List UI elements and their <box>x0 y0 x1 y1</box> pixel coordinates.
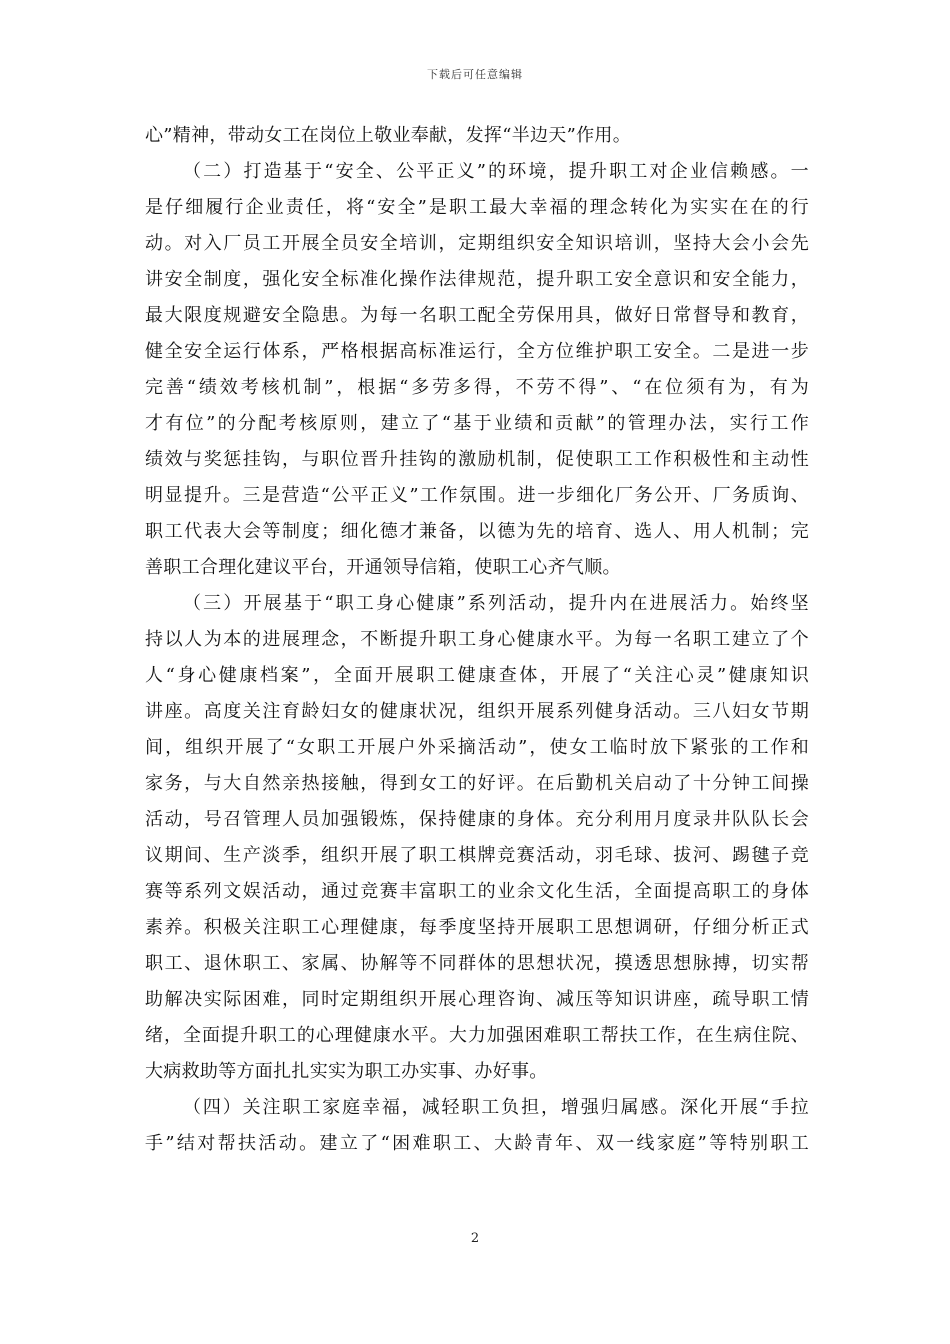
text-line: 间，组织开展了“女职工开展户外采摘活动”，使女工临时放下紧张的工作和 <box>145 737 809 758</box>
text-line: 手”结对帮扶活动。建立了“困难职工、大龄青年、双一线家庭”等特别职工 <box>145 1133 809 1154</box>
text-line: 素养。积极关注职工心理健康，每季度坚持开展职工思想调研，仔细分析正式 <box>145 917 809 938</box>
text-line: 绩效与奖惩挂钩，与职位晋升挂钩的激励机制，促使职工工作积极性和主动性 <box>145 449 809 470</box>
text-line: 赛等系列文娱活动，通过竞赛丰富职工的业余文化生活，全面提高职工的身体 <box>145 881 809 902</box>
text-line: 善职工合理化建议平台，开通领导信箱，使职工心齐气顺。 <box>145 557 621 578</box>
text-line: 完善“绩效考核机制”，根据“多劳多得，不劳不得”、“在位须有为，有为 <box>145 377 809 398</box>
text-line: 明显提升。三是营造“公平正义”工作氛围。进一步细化厂务公开、厂务质询、 <box>145 485 809 506</box>
text-line: 大病救助等方面扎扎实实为职工办实事、办好事。 <box>145 1061 548 1082</box>
page-number: 2 <box>470 1231 480 1246</box>
paragraph-heading-line: （三）开展基于“职工身心健康”系列活动，提升内在进展活力。始终坚 <box>183 593 809 614</box>
paragraph-heading-line: （二）打造基于“安全、公平正义”的环境，提升职工对企业信赖感。一 <box>183 161 809 182</box>
text-line: 是仔细履行企业责任，将“安全”是职工最大幸福的理念转化为实实在在的行 <box>145 197 809 218</box>
text-line: 最大限度规避安全隐患。为每一名职工配全劳保用具，做好日常督导和教育， <box>145 305 809 326</box>
text-line: 职工代表大会等制度；细化德才兼备，以德为先的培育、选人、用人机制；完 <box>145 521 809 542</box>
text-line: 绪，全面提升职工的心理健康水平。大力加强困难职工帮扶工作，在生病住院、 <box>145 1025 809 1046</box>
paragraph-heading-line: （四）关注职工家庭幸福，减轻职工负担，增强归属感。深化开展“手拉 <box>183 1097 809 1118</box>
text-line: 职工、退休职工、家属、协解等不同群体的思想状况，摸透思想脉搏，切实帮 <box>145 953 809 974</box>
text-line: 家务，与大自然亲热接触，得到女工的好评。在后勤机关启动了十分钟工间操 <box>145 773 809 794</box>
text-line: 助解决实际困难，同时定期组织开展心理咨询、减压等知识讲座，疏导职工情 <box>145 989 809 1010</box>
text-line: 才有位”的分配考核原则，建立了“基于业绩和贡献”的管理办法，实行工作 <box>145 413 809 434</box>
text-line: 人“身心健康档案”，全面开展职工健康查体，开展了“关注心灵”健康知识 <box>145 665 809 686</box>
document-body <box>145 118 809 1162</box>
text-line: 讲座。高度关注育龄妇女的健康状况，组织开展系列健身活动。三八妇女节期 <box>145 701 809 722</box>
text-line: 讲安全制度，强化安全标准化操作法律规范，提升职工安全意识和安全能力， <box>145 269 809 290</box>
text-line: 动。对入厂员工开展全员安全培训，定期组织安全知识培训，坚持大会小会先 <box>145 233 809 254</box>
text-line: 活动，号召管理人员加强锻炼，保持健康的身体。充分利用月度录井队队长会 <box>145 809 809 830</box>
text-line: 健全安全运行体系，严格根据高标准运行，全方位维护职工安全。二是进一步 <box>145 341 809 362</box>
text-line: 持以人为本的进展理念，不断提升职工身心健康水平。为每一名职工建立了个 <box>145 629 809 650</box>
page-header: 下载后可任意编辑 <box>427 68 523 81</box>
text-line: 心”精神，带动女工在岗位上敬业奉献，发挥“半边天”作用。 <box>145 125 632 146</box>
text-line: 议期间、生产淡季，组织开展了职工棋牌竞赛活动，羽毛球、拔河、踢毽子竞 <box>145 845 809 866</box>
